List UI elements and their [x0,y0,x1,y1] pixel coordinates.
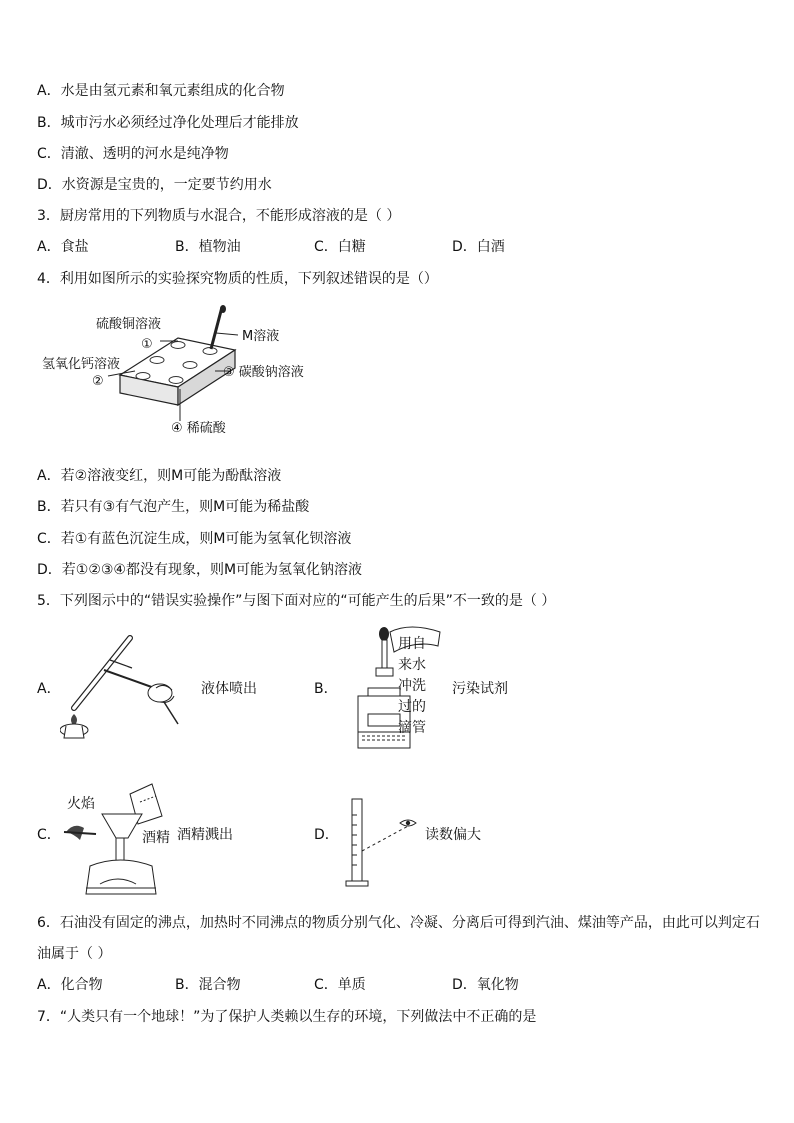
q4-option-b: B．若只有③有气泡产生，则M可能为稀盐酸 [37,499,310,515]
q5-c-letter: C． [37,827,61,843]
dropper-label-line-5: 滴管 [398,720,426,736]
q6-stem-line-2: 油属于（ ） [37,946,112,962]
q5-stem: 5．下列图示中的“错误实验操作”与图下面对应的“可能产生的后果”不一致的是（ ） [37,593,556,609]
label-tap-water-rinsed-dropper [398,634,430,739]
q5-a-consequence: 液体喷出 [201,681,257,697]
q4-option-c: C．若①有蓝色沉淀生成，则M可能为氢氧化钡溶液 [37,531,352,547]
q5-c-figure [60,780,175,898]
q6-option-b: B．混合物 [175,977,241,993]
q5-b-figure [350,622,445,752]
label-copper-sulfate: 硫酸铜溶液 [96,317,162,332]
q3-option-b: B．植物油 [175,239,241,255]
q3-option-c: C．白糖 [314,239,366,255]
q4-option-d: D．若①②③④都没有现象，则M可能为氢氧化钠溶液 [37,562,363,578]
q2-option-d: D．水资源是宝贵的，一定要节约用水 [37,177,272,193]
q3-option-a: A．食盐 [37,239,89,255]
dropper-label-line-4: 过的 [398,699,426,715]
label-calcium-hydroxide: 氢氧化钙溶液 [42,357,121,372]
q5-d-figure [338,795,428,890]
label-alcohol: 酒精 [142,830,170,846]
q2-option-b: B．城市污水必须经过净化处理后才能排放 [37,115,299,131]
q4-spot-plate-figure [40,305,340,445]
q5-c-consequence: 酒精溅出 [177,827,233,843]
q5-d-consequence: 读数偏大 [425,827,481,843]
q3-option-d: D．白酒 [452,239,505,255]
q5-a-figure [60,630,190,745]
q7-stem: 7．“人类只有一个地球！”为了保护人类赖以生存的环境，下列做法中不正确的是 [37,1009,537,1025]
q4-stem: 4．利用如图所示的实验探究物质的性质，下列叙述错误的是（） [37,271,438,287]
label-well-1: ① [141,337,153,352]
q6-stem-line-1: 6．石油没有固定的沸点，加热时不同沸点的物质分别气化、冷凝、分离后可得到汽油、煤油等产品，由此可以判定石 [37,915,760,931]
q5-b-letter: B． [314,681,338,697]
dropper-label-line-2: 来水 [398,657,426,673]
label-flame: 火焰 [67,796,95,812]
label-m-solution: M溶液 [242,329,280,344]
dropper-label-line-1: 用自 [398,636,426,652]
q3-stem: 3．厨房常用的下列物质与水混合，不能形成溶液的是（ ） [37,208,401,224]
label-well-2: ② [92,374,104,389]
q5-a-letter: A． [37,681,61,697]
q6-option-a: A．化合物 [37,977,103,993]
q6-option-d: D．氧化物 [452,977,519,993]
q4-option-a: A．若②溶液变红，则M可能为酚酞溶液 [37,468,282,484]
q5-d-letter: D． [314,827,339,843]
graduated-cylinder-reading-drawing [338,795,428,890]
q6-option-c: C．单质 [314,977,366,993]
q5-b-consequence: 污染试剂 [452,681,508,697]
q2-option-c: C．清澈、透明的河水是纯净物 [37,146,229,162]
dropper-label-line-3: 冲洗 [398,678,426,694]
heating-test-tube-drawing [60,630,190,745]
label-sodium-carbonate: ③ 碳酸钠溶液 [223,365,304,380]
label-dilute-sulfuric-acid: ④ 稀硫酸 [171,421,226,436]
q2-option-a: A．水是由氢元素和氧元素组成的化合物 [37,83,285,99]
